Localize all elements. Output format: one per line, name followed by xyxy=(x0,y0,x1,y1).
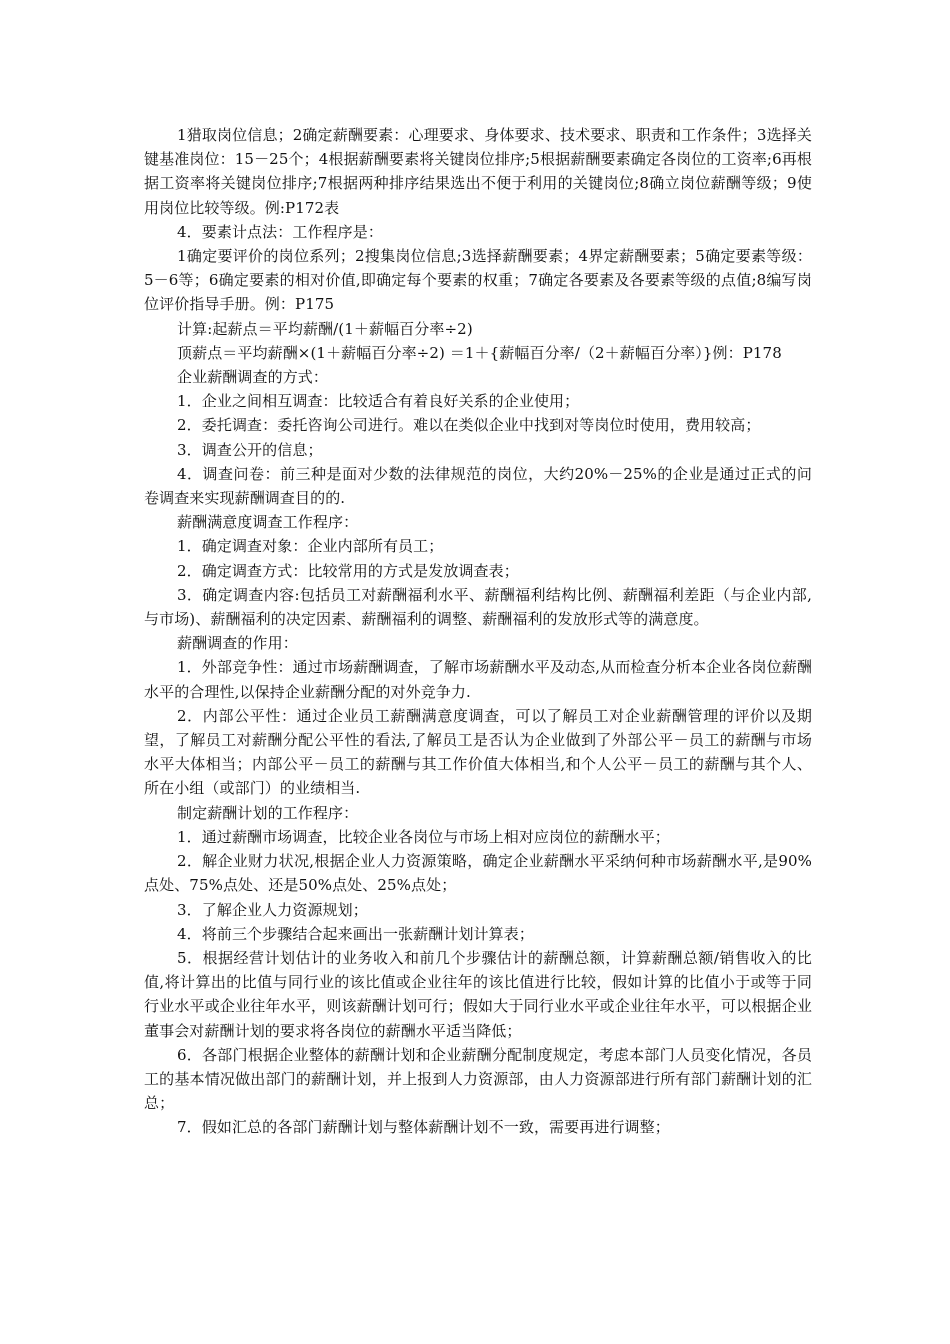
paragraph-survey-role-2: 2．内部公平性：通过企业员工薪酬满意度调查，可以了解员工对企业薪酬管理的评价以及期望，了解员工对薪酬分配公平性的看法,了解员工是否认为企业做到了外部公平－员工的薪酬与市场水平大体相当；内部公平－员工的薪酬与其工作价值大体相当,和个人公平－员工的薪酬与其个人、所在小组（或部门）的业绩相当. xyxy=(144,706,812,798)
paragraph-plan-title: 制定薪酬计划的工作程序： xyxy=(177,803,359,822)
paragraph-survey-method-1: 1．企业之间相互调查：比较适合有着良好关系的企业使用； xyxy=(177,392,580,411)
paragraph-satisfaction-step-1: 1．确定调查对象：企业内部所有员工； xyxy=(177,537,444,556)
paragraph-survey-method-4: 4．调查问卷：前三种是面对少数的法律规范的岗位，大约20%－25%的企业是通过正式的问卷调查来实现薪酬调查目的的. xyxy=(144,464,812,508)
paragraph-survey-method-2: 2．委托调查：委托咨询公司进行。难以在类似企业中找到对等岗位时使用，费用较高； xyxy=(177,416,761,435)
paragraph-satisfaction-title: 薪酬满意度调查工作程序： xyxy=(177,513,359,532)
paragraph-satisfaction-step-2: 2．确定调查方式：比较常用的方式是发放调查表； xyxy=(177,561,519,580)
paragraph-ranking-steps: 1猎取岗位信息；2确定薪酬要素：心理要求、身体要求、技术要求、职责和工作条件；3选择关键基准岗位：15－25个；4根据薪酬要素将关键岗位排序;5根据薪酬要素确定各岗位的工资率;6再根据工资率将关键岗位排序;7根据两种排序结果选出不便于利用的关键岗位;8确立岗位薪酬等级；9使用岗位比较等级。例:P172表 xyxy=(144,126,812,217)
paragraph-plan-step-2: 2．解企业财力状况,根据企业人力资源策略，确定企业薪酬水平采纳何种市场薪酬水平,是90%点处、75%点处、还是50%点处、25%点处； xyxy=(144,852,812,895)
paragraph-point-method-steps: 1确定要评价的岗位系列；2搜集岗位信息;3选择薪酬要素；4界定薪酬要素；5确定要素等级：5－6等；6确定要素的相对价值,即确定每个要素的权重；7确定各要素及各要素等级的点值;8编写岗位评价指导手册。例：P175 xyxy=(144,247,812,314)
paragraph-start-point-formula: 计算:起薪点＝平均薪酬/(1＋薪幅百分率÷2) xyxy=(177,319,473,338)
paragraph-satisfaction-step-3: 3．确定调查内容:包括员工对薪酬福利水平、薪酬福利结构比例、薪酬福利差距（与企业内部,与市场)、薪酬福利的决定因素、薪酬福利的调整、薪酬福利的发放形式等的满意度。 xyxy=(144,585,812,629)
paragraph-top-point-formula: 顶薪点＝平均薪酬×(1＋薪幅百分率÷2) ＝1＋{薪幅百分率/（2＋薪幅百分率）}例：P178 xyxy=(177,343,782,362)
paragraph-point-method-title: 4．要素计点法：工作程序是： xyxy=(177,222,383,241)
paragraph-plan-step-3: 3．了解企业人力资源规划； xyxy=(177,900,368,919)
paragraph-survey-method-3: 3．调查公开的信息； xyxy=(177,440,323,459)
paragraph-survey-methods-title: 企业薪酬调查的方式： xyxy=(177,368,329,387)
document-body xyxy=(144,123,812,1140)
paragraph-survey-role-title: 薪酬调查的作用： xyxy=(177,634,298,653)
paragraph-plan-step-4: 4．将前三个步骤结合起来画出一张薪酬计划计算表； xyxy=(177,924,534,943)
paragraph-plan-step-5: 5．根据经营计划估计的业务收入和前几个步骤估计的薪酬总额，计算薪酬总额/销售收入的比值,将计算出的比值与同行业的该比值或企业往年的该比值进行比较，假如计算的比值小于或等于同行业水平或企业往年水平，则该薪酬计划可行；假如大于同行业水平或企业往年水平，可以根据企业董事会对薪酬计划的要求将各岗位的薪酬水平适当降低； xyxy=(144,948,812,1040)
paragraph-plan-step-7: 7．假如汇总的各部门薪酬计划与整体薪酬计划不一致，需要再进行调整； xyxy=(177,1118,670,1137)
paragraph-plan-step-6: 6．各部门根据企业整体的薪酬计划和企业薪酬分配制度规定，考虑本部门人员变化情况，各员工的基本情况做出部门的薪酬计划，并上报到人力资源部，由人力资源部进行所有部门薪酬计划的汇总； xyxy=(144,1045,812,1113)
paragraph-survey-role-1: 1．外部竞争性：通过市场薪酬调查，了解市场薪酬水平及动态,从而检查分析本企业各岗位薪酬水平的合理性,以保持企业薪酬分配的对外竞争力. xyxy=(144,658,812,701)
paragraph-plan-step-1: 1．通过薪酬市场调查，比较企业各岗位与市场上相对应岗位的薪酬水平； xyxy=(177,827,670,846)
